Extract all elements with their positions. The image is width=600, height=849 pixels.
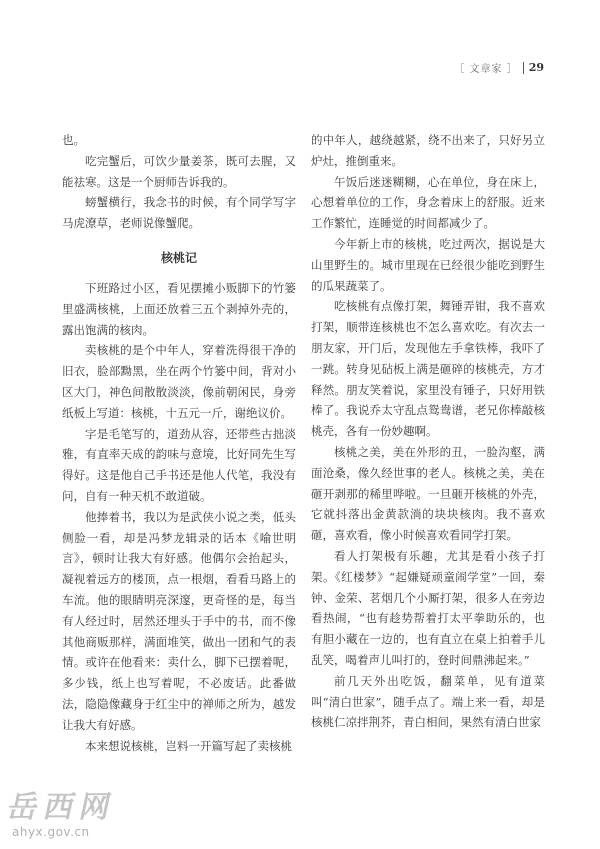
paragraph: 核桃之美，美在外形的丑，一脸沟壑，满面沧桑，像久经世事的老人。核桃之美，美在砸开剥那的稀里哗啦。一旦砸开核桃的外壳，它就抖落出金黄款淌的块块核肉。我不喜欢砸，喜欢看，像小时候喜欢看同学打架。	[311, 444, 545, 543]
paragraph: 的中年人，越绕越紧，绕不出来了，只好另立炉灶，推倒重来。	[311, 133, 545, 168]
paragraph: 也。	[62, 133, 85, 147]
paragraph: 看人打架极有乐趣，尤其是看小孩子打架。《红楼梦》“起嫌疑顽童闹学堂”一回，秦钟、金荣、茗烟几个小厮打架，很多人在旁边看热闹，“也有趁势帮着打太平拳助乐的，也有胆小藏在一边的，也有直立在桌上拍着手儿乱笑，喝着声儿叫打的，登时间鼎沸起来。”	[311, 548, 545, 667]
paragraph: 螃蟹横行，我念书的时候，有个同学写字马虎潦草，老师说像蟹爬。	[62, 195, 296, 231]
paragraph: 他捧着书，我以为是武侠小说之类，低头侧脸一看，却是冯梦龙辑录的话本《喻世明言》，顿时让我大有好感。他偶尔会抬起头，凝视着远方的楼顶，点一根烟，看看马路上的车流。他的眼睛明亮深邃，更奇怪的是，每当有人经过时，居然还埋头于手中的书，而不像其他商贩那样，满面堆笑，做出一团和气的表情。或许在他看来：卖什么，脚下已摆着呢，多少钱，纸上也写着呢，不必废话。此番做法，隐隐像藏身于红尘中的禅师之所为，越发让我大有好感。	[62, 509, 296, 732]
header-divider	[523, 62, 524, 74]
left-column	[62, 130, 296, 756]
paragraph: 前几天外出吃饭，翻菜单，见有道菜叫“清白世家”，随手点了。端上来一看，却是核桃仁凉拌荆芥，青白相间，果然有清白世家	[311, 673, 545, 730]
paragraph: 卖核桃的是个中年人，穿着洗得很干净的旧衣，脸部黝黑，坐在两个竹篓中间，背对小区大门，神色间散散淡淡，像前朝闲民，身旁纸板上写道：核桃，十五元一斤，谢绝议价。	[62, 343, 296, 420]
essay-title: 核桃记	[160, 250, 197, 265]
watermark-url: ahyx.gov.cn	[12, 825, 90, 839]
watermark-logo: 岳西网	[4, 790, 120, 825]
page-header	[454, 60, 544, 75]
page-number: 29	[528, 61, 544, 74]
paragraph: 本来想说核桃，岂料一开篇写起了卖核桃	[85, 738, 292, 753]
paragraph: 吃核桃有点像打架，舞锤弄钳，我不喜欢打架，顺带连核桃也不怎么喜欢吃。有次去一朋友家，开门后，发现他左手拿铁棒，我吓了一跳。转身见砧板上满是砸碎的核桃壳，方才释然。朋友笑着说，家里没有锤子，只好用铁棒了。我说乔太守乱点鸳鸯谱，老兄你棒敲核桃壳，各有一份妙趣啊。	[311, 299, 545, 439]
paragraph: 字是毛笔写的，道劲从容，还带些古拙淡雅，有直率天成的韵味与意境，比好同先生写得好。这是他自己手书还是他人代笔，我没有问，自有一种天机不敢道破。	[62, 426, 296, 503]
paragraph: 下班路过小区，看见摆摊小贩脚下的竹篓里盛满核桃，上面还放着三五个剥掉外壳的，露出饱满的核肉。	[62, 280, 296, 337]
paragraph: 今年新上市的核桃，吃过两次，据说是大山里野生的。城市里现在已经很少能吃到野生的瓜果蔬菜了。	[311, 236, 545, 293]
site-watermark	[4, 790, 158, 839]
section-label: ［ 文章家 ］	[454, 64, 518, 75]
right-column	[311, 130, 545, 733]
paragraph: 吃完蟹后，可饮少量姜茶，既可去腥，又能祛寒。这是一个厨师告诉我的。	[62, 153, 296, 189]
paragraph: 午饭后迷迷糊糊，心在单位，身在床上，心想着单位的工作，身念着床上的舒服。近来工作繁忙，连睡觉的时间都减少了。	[311, 174, 545, 231]
